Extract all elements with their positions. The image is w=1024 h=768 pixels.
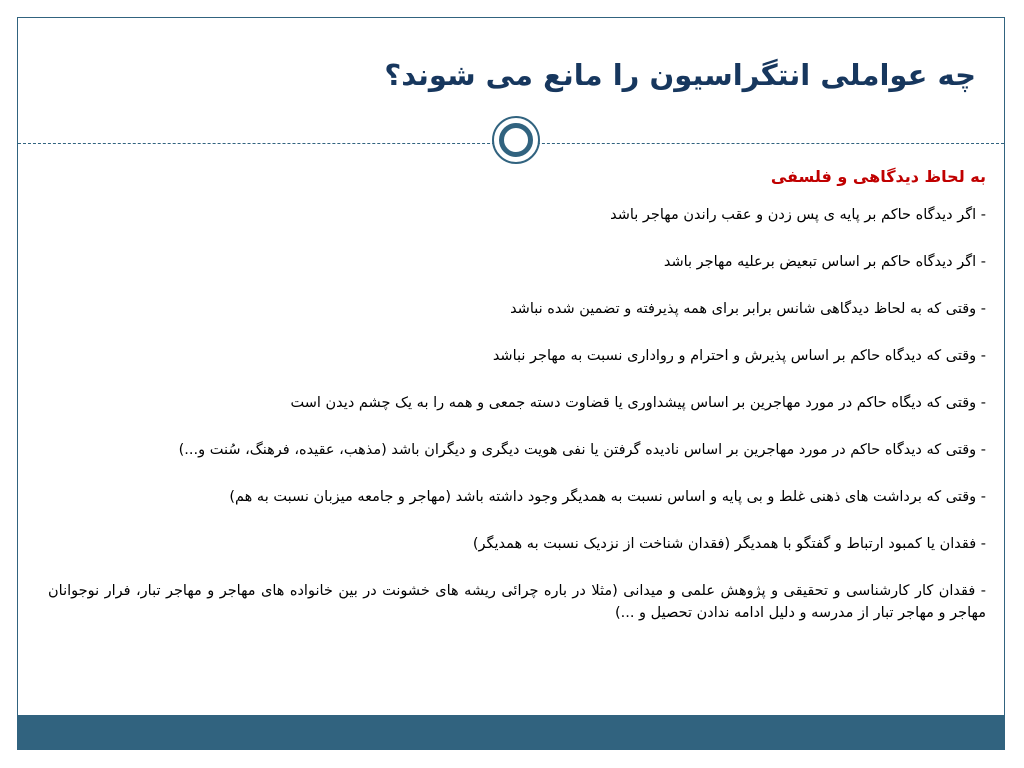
- circle-ornament-icon: [492, 116, 540, 164]
- slide: [17, 17, 1005, 750]
- list-item: - وقتی که دیدگاه حاکم در مورد مهاجرین بر اساس نادیده گرفتن یا نفی هویت دیگری و دیگران باشد (مذهب، عقیده، فرهنگ، سُنت و...): [178, 442, 986, 458]
- footer-bar: [17, 715, 1005, 750]
- list-item: - وقتی که دیدگاه حاکم بر اساس پذیرش و احترام و رواداری نسبت به مهاجر نباشد: [492, 348, 986, 364]
- bullet-list: [48, 204, 986, 624]
- list-item: - اگر دیدگاه حاکم بر پایه ی پس زدن و عقب راندن مهاجر باشد: [610, 207, 986, 223]
- slide-title: چه عواملی انتگراسیون را مانع می شوند؟: [384, 58, 976, 92]
- section-subtitle: به لحاظ دیدگاهی و فلسفی: [770, 167, 986, 186]
- list-item: - اگر دیدگاه حاکم بر اساس تبعیض برعلیه مهاجر باشد: [663, 254, 986, 270]
- list-item: - وقتی که برداشت های ذهنی غلط و بی پایه و اساس نسبت به همدیگر وجود داشته باشد (مهاجر و جامعه میزبان نسبت به هم): [229, 489, 986, 505]
- slide-content: [48, 166, 986, 649]
- list-item: - فقدان یا کمبود ارتباط و گفتگو با همدیگر (فقدان شناخت از نزدیک نسبت به همدیگر): [472, 536, 986, 552]
- list-item: - وقتی که دیگاه حاکم در مورد مهاجرین بر اساس پیشداوری یا قضاوت دسته جمعی و همه را به یک چشم دیدن است: [290, 395, 986, 411]
- list-item: - فقدان کار کارشناسی و تحقیقی و پژوهش علمی و میدانی (مثلا در باره چرائی ریشه های خشونت در بین خانواده های مهاجر و مهاجر تبار، فرار نوجوانان مهاجر و مهاجر تبار از مدرسه و دلیل ادامه ندادن تحصیل و ...): [48, 583, 986, 621]
- list-item: - وقتی که به لحاظ دیدگاهی شانس برابر برای همه پذیرفته و تضمین شده نباشد: [510, 301, 986, 317]
